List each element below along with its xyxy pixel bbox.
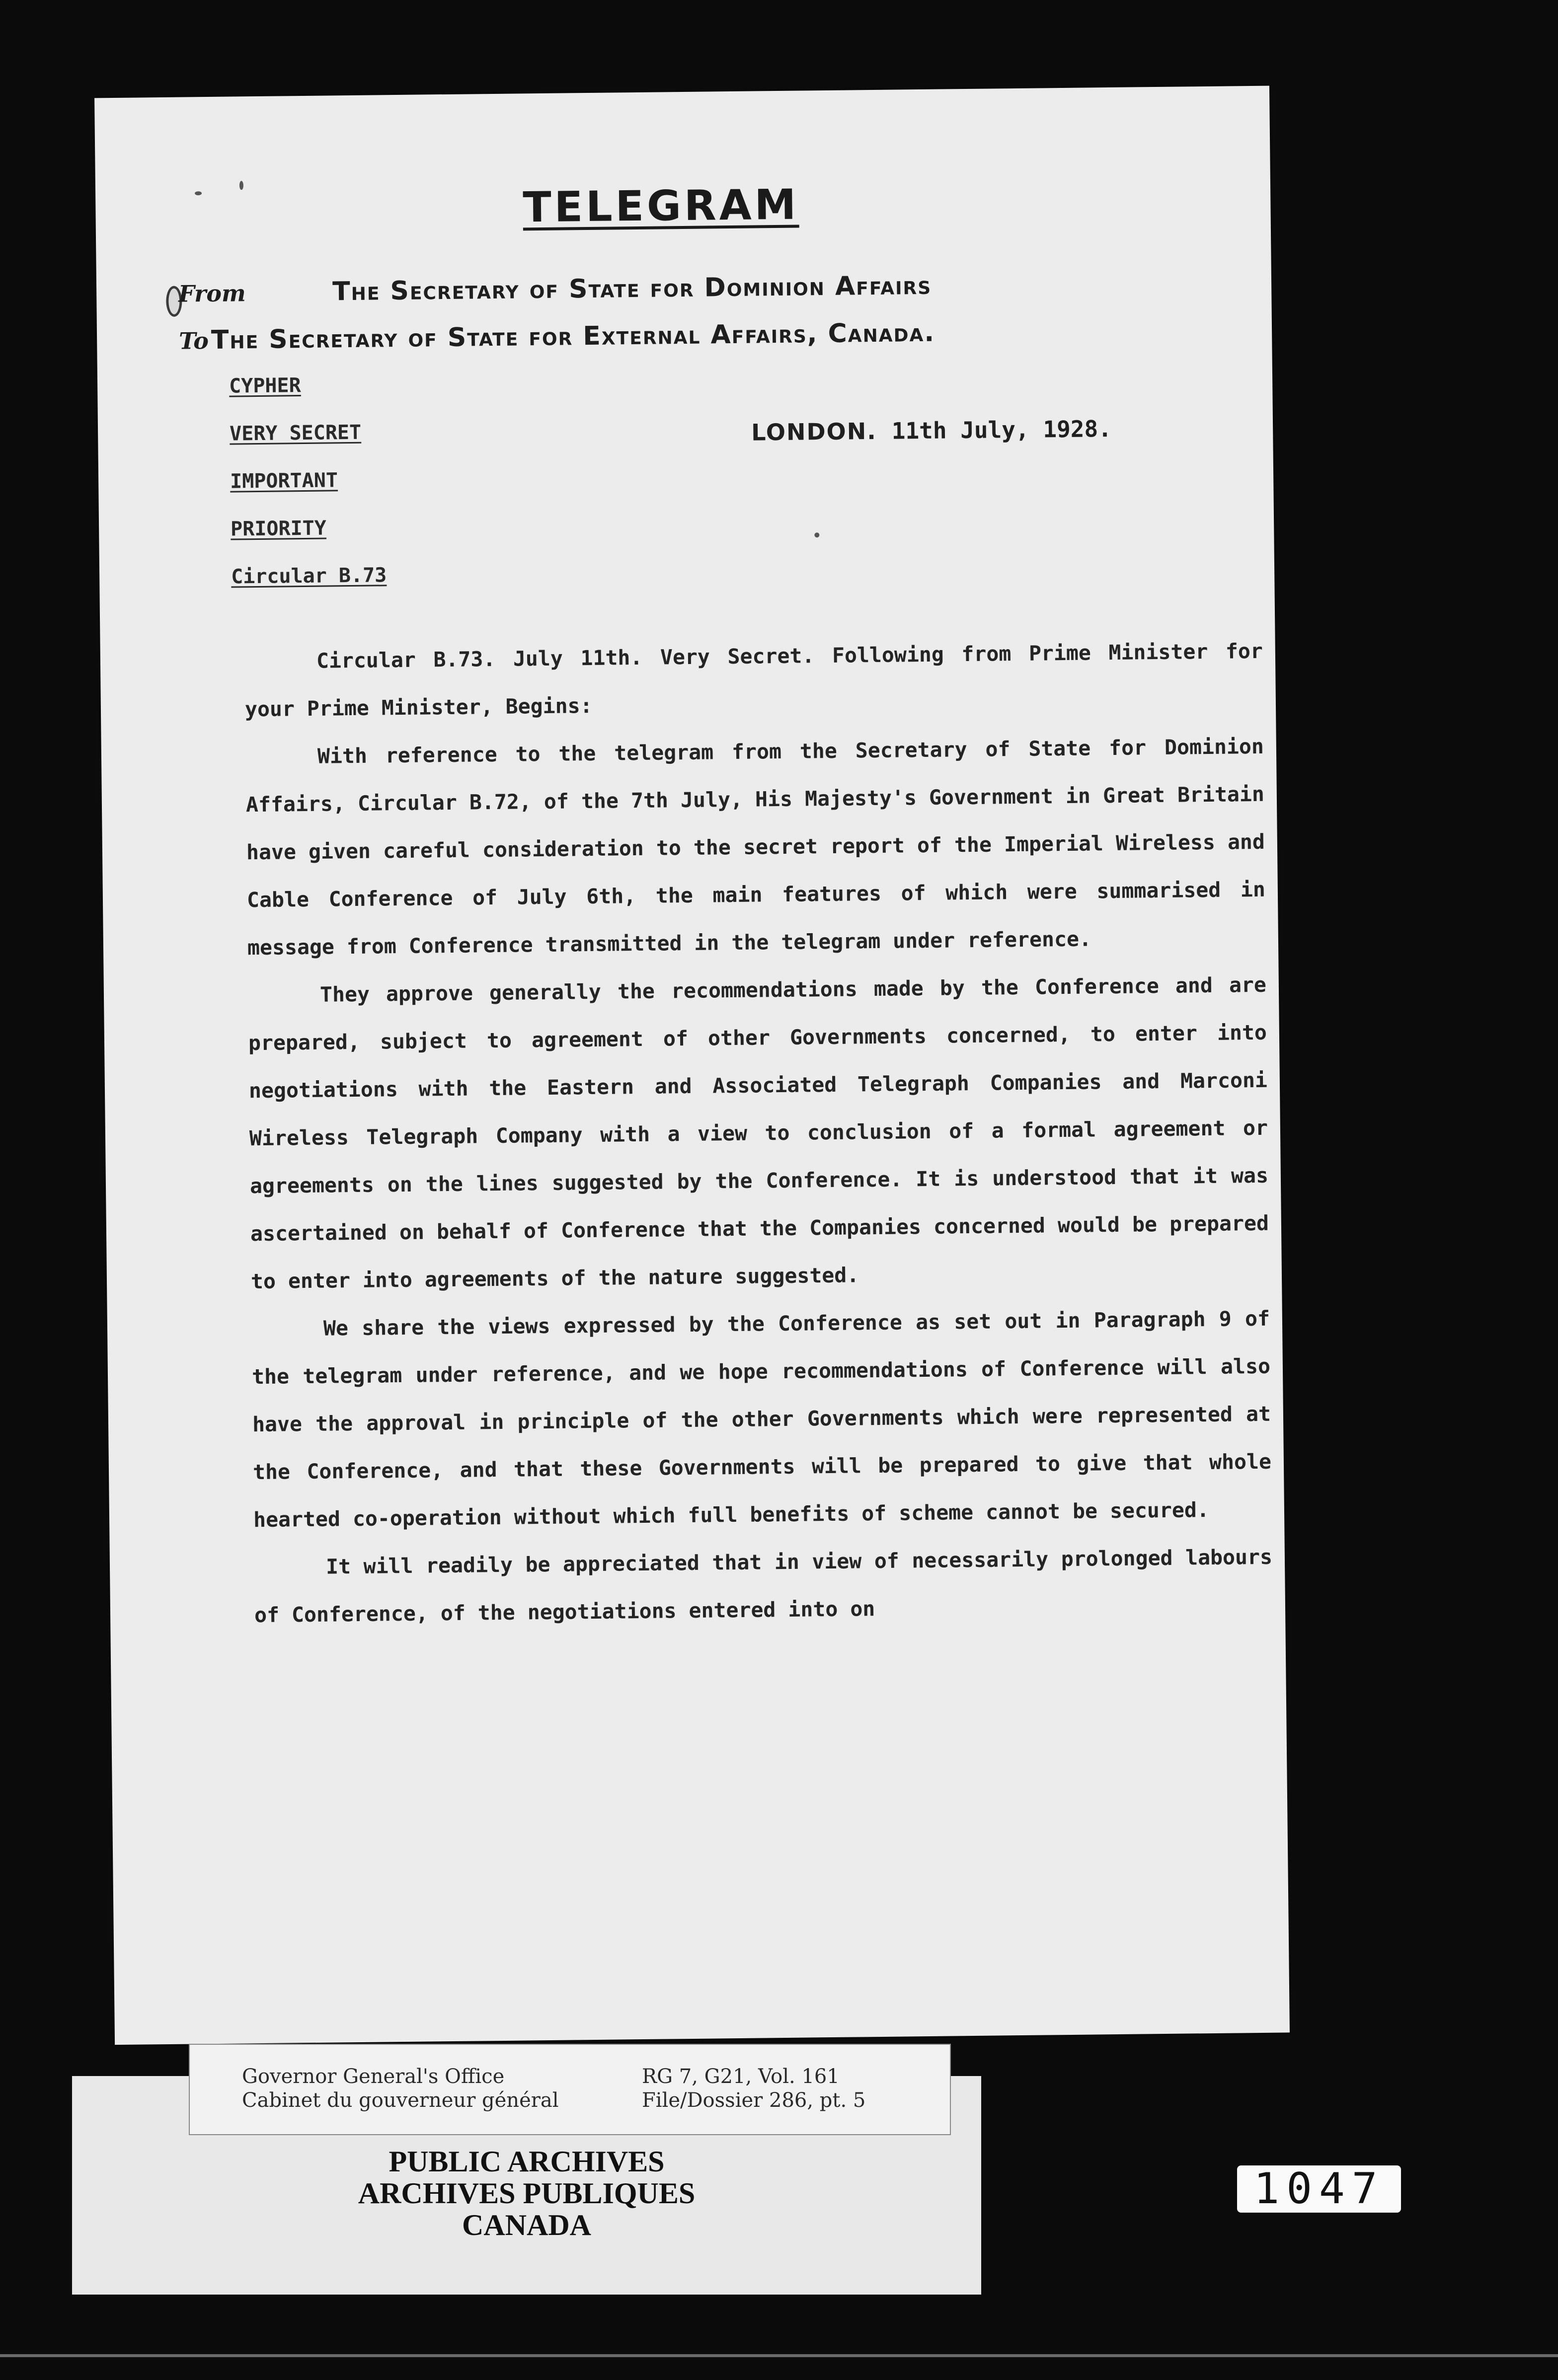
- telegram-sheet: [94, 86, 1290, 2045]
- stamp-line-en: PUBLIC ARCHIVES: [389, 2145, 665, 2178]
- place-date: [751, 415, 1112, 446]
- paragraph: They approve generally the recommendations made by the Conference and are prepared, subject to agreement of other Governments concerned, to enter into negotiations with the Eastern and Associated Telegraph Companies and Marconi Wireless Telegraph Company with a view to conclusion of a formal agreement or agreements on the lines suggested by the Conference. It is understood that it was ascertained on behalf of Conference that the Companies concerned would be prepared to enter into agreements of the nature suggested.: [248, 972, 1269, 1294]
- from-line: [178, 271, 932, 308]
- place: LONDON.: [751, 417, 877, 446]
- ink-speck: [814, 532, 819, 537]
- frame-number: 1047: [1237, 2165, 1401, 2213]
- security-markings: [229, 373, 387, 613]
- reference-column: [642, 2065, 865, 2112]
- to-value: The Secretary of State for External Affairs, Canada.: [211, 317, 935, 355]
- marking-cypher: CYPHER: [229, 374, 301, 398]
- archive-reference-card: [189, 2044, 951, 2135]
- paragraph: With reference to the telegram from the Secretary of State for Dominion Affairs, Circular B.72, of the 7th July, His Majesty's Government in Great Britain have given careful consideration to the secret report of the Imperial Wireless and Cable Conference of July 6th, the main features of which were summarised in message from Conference transmitted in the telegram under reference.: [245, 734, 1266, 960]
- record-group: RG 7, G21, Vol. 161: [642, 2065, 840, 2088]
- ink-speck: [195, 191, 202, 195]
- paragraph: We share the views expressed by the Conference as set out in Paragraph 9 of the telegram under reference, and we hope recommendations of Conference will also have the approval in principle of the other Governments which were represented at the Conference, and that these Governments will be prepared to give that whole hearted co-operation without which full benefits of scheme cannot be secured.: [251, 1306, 1272, 1532]
- stamp-line-fr: ARCHIVES PUBLIQUES: [358, 2177, 696, 2210]
- marking-important: IMPORTANT: [230, 469, 338, 493]
- ink-speck: [239, 181, 243, 190]
- stamp-line-country: CANADA: [462, 2209, 591, 2241]
- message-body: [244, 627, 1273, 1639]
- marking-circular: Circular B.73: [231, 564, 387, 589]
- archives-stamp: [72, 2146, 981, 2241]
- marking-priority: PRIORITY: [230, 517, 327, 541]
- film-edge: [0, 2354, 1558, 2357]
- paragraph: Circular B.73. July 11th. Very Secret. Following from Prime Minister for your Prime Minister, Begins:: [244, 638, 1263, 722]
- from-label: From: [178, 280, 246, 307]
- paragraph: It will readily be appreciated that in view of necessarily prolonged labours of Conference, of the negotiations entered into on: [254, 1544, 1273, 1628]
- to-label: To: [178, 327, 209, 355]
- office-french: Cabinet du gouverneur général: [242, 2089, 559, 2112]
- office-column: [242, 2065, 559, 2112]
- file-number: File/Dossier 286, pt. 5: [642, 2089, 866, 2112]
- document-title: TELEGRAM: [522, 180, 799, 232]
- date: 11th July, 1928.: [891, 415, 1112, 445]
- marking-very-secret: VERY SECRET: [229, 421, 362, 446]
- to-line: [179, 318, 935, 356]
- from-value: The Secretary of State for Dominion Affairs: [332, 270, 932, 307]
- office-english: Governor General's Office: [242, 2065, 505, 2088]
